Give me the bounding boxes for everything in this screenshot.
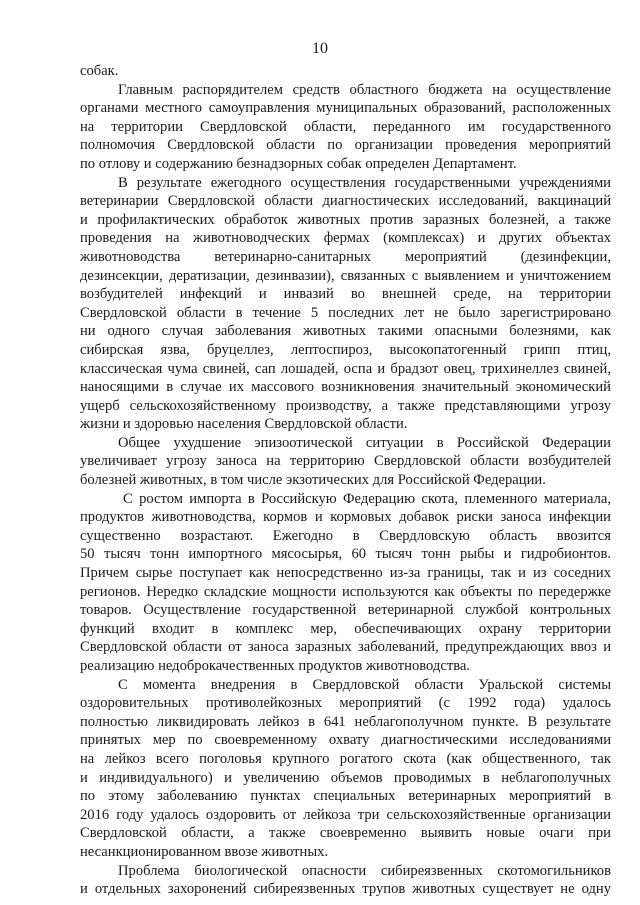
- text-line: [80, 824, 611, 843]
- text-line-content: наносящими в случае их массового возникновения значительный экономический: [80, 379, 611, 396]
- text-line: [80, 99, 611, 118]
- text-line: [80, 843, 611, 862]
- text-line: [80, 638, 611, 657]
- text-line-content: дезинсекции, дератизации, дезинвазии), связанных с выявлением и уничтожением: [80, 267, 611, 284]
- text-line: [80, 118, 611, 137]
- text-line-content: С ростом импорта в Российскую Федерацию скота, племенного материала,: [123, 490, 611, 507]
- text-line: [80, 545, 611, 564]
- text-line-content: принятых мер по своевременному охвату диагностическими исследованиями: [80, 732, 611, 749]
- text-line: [80, 583, 611, 602]
- text-line: [80, 620, 611, 639]
- text-line-content: В результате ежегодного осуществления государственными учреждениями: [118, 174, 611, 191]
- text-line: [80, 508, 611, 527]
- text-line: [80, 211, 611, 230]
- text-line: [80, 676, 611, 695]
- text-line-content: продуктов животноводства, кормов и кормовых добавок риски заноса инфекции: [80, 509, 611, 526]
- text-line-content: Свердловской области, а также своевременно выявить новые очаги при: [80, 825, 611, 842]
- text-line: [80, 62, 611, 81]
- text-line: [80, 731, 611, 750]
- text-line-content: Свердловской области в течение 5 последних лет не было зарегистрировано: [80, 304, 611, 321]
- text-line-content: ветеринарии Свердловской области диагностических исследований, вакцинаций: [80, 193, 611, 210]
- text-line-content: и профилактических обработок животных против заразных болезней, а также: [80, 211, 611, 228]
- text-line-content: Причем сырье поступает как непосредственно из-за границы, так и из соседних: [80, 565, 611, 582]
- text-line: [80, 471, 611, 490]
- text-line-content: оздоровительных противолейкозных мероприятий (с 1992 года) удалось: [80, 695, 611, 712]
- text-line-content: 2016 году удалось оздоровить от лейкоза три сельскохозяйственные организации: [80, 806, 611, 823]
- text-line: [80, 657, 611, 676]
- text-line: [80, 806, 611, 825]
- text-line-content: С момента внедрения в Свердловской области Уральской системы: [118, 676, 611, 693]
- text-line-content: ущерб сельскохозяйственному производству, а также представляющими угрозу: [80, 397, 611, 414]
- text-line: [80, 490, 611, 509]
- text-line-content: Главным распорядителем средств областного бюджета на осуществление: [118, 81, 611, 98]
- text-line: [80, 174, 611, 193]
- text-line: [80, 787, 611, 806]
- text-line-content: болезней животных, в том числе экзотических для Российской Федерации.: [80, 472, 546, 489]
- text-line-content: Общее ухудшение эпизоотической ситуации в Российской Федерации: [118, 434, 611, 451]
- text-line-content: Проблема биологической опасности сибиреязвенных скотомогильников: [118, 862, 611, 879]
- text-line-content: функций входит в комплекс мер, обеспечивающих охрану территории: [80, 620, 611, 637]
- text-line: [80, 341, 611, 360]
- text-line: [80, 229, 611, 248]
- text-line: [80, 248, 611, 267]
- text-line-content: увеличивает угрозу заноса на территорию Свердловской области возбудителей: [80, 453, 611, 470]
- text-line: [80, 750, 611, 769]
- text-line-content: на лейкоз всего поголовья крупного рогатого скота (как общественного, так: [80, 750, 611, 767]
- text-line-content: по отлову и содержанию безнадзорных собак определен Департамент.: [80, 155, 517, 172]
- text-line-content: регионов. Нередко складские мощности используются как объекты по передержке: [80, 583, 611, 600]
- text-line: [80, 285, 611, 304]
- text-line-content: Свердловской области от заноса заразных заболеваний, предупреждающих ввоз и: [80, 639, 611, 656]
- text-line-content: 50 тысяч тонн импортного мясосырья, 60 тысяч тонн рыбы и гидробионтов.: [80, 546, 611, 563]
- text-line-content: собак.: [80, 63, 119, 79]
- text-line-content: проведения на животноводческих фермах (комплексах) и других объектах: [80, 230, 611, 247]
- text-line-content: ни одного случая заболевания животных такими опасными болезнями, как: [80, 323, 611, 340]
- body-text: [80, 62, 611, 899]
- text-line: [80, 192, 611, 211]
- text-line: [80, 304, 611, 323]
- page-number: 10: [312, 40, 328, 57]
- text-line: [80, 378, 611, 397]
- text-line: [80, 527, 611, 546]
- text-line-content: по этому заболеванию пунктах специальных ветеринарных мероприятий в: [80, 788, 611, 805]
- text-line: [80, 601, 611, 620]
- text-line-content: и отдельных захоронений сибиреязвенных трупов животных существует не одну: [80, 881, 611, 898]
- text-line: [80, 452, 611, 471]
- text-line: [80, 434, 611, 453]
- text-line: [80, 769, 611, 788]
- text-line: [80, 155, 611, 174]
- text-line-content: реализацию недоброкачественных продуктов животноводства.: [80, 658, 471, 674]
- text-line: [80, 360, 611, 379]
- text-line-content: возбудителей инфекций и инвазий во внешней среде, на территории: [80, 286, 611, 303]
- text-line-content: классическая чума свиней, сап лошадей, оспа и брадзот овец, трихинеллез свиней,: [80, 360, 611, 377]
- text-line: [80, 397, 611, 416]
- text-line-content: на территории Свердловской области, переданного им государственного: [80, 118, 611, 135]
- text-line-content: существенно возрастают. Ежегодно в Свердловскую область ввозится: [80, 527, 611, 544]
- text-line: [80, 694, 611, 713]
- text-line: [80, 136, 611, 155]
- text-line: [80, 267, 611, 286]
- text-line: [80, 713, 611, 732]
- text-line: [80, 415, 611, 434]
- text-line-content: сибирская язва, бруцеллез, лептоспироз, высокопатогенный грипп птиц,: [80, 341, 611, 358]
- text-line-content: полностью ликвидировать лейкоз в 641 неблагополучном пункте. В результате: [80, 713, 611, 730]
- text-line: [80, 880, 611, 899]
- text-line-content: товаров. Осуществление государственной ветеринарной службой контрольных: [80, 602, 611, 619]
- text-line-content: жизни и здоровью населения Свердловской области.: [80, 416, 408, 433]
- text-line-content: полномочия Свердловской области по организации проведения мероприятий: [80, 137, 611, 154]
- text-line-content: животноводства ветеринарно-санитарных мероприятий (дезинфекции,: [80, 248, 611, 265]
- text-line: [80, 322, 611, 341]
- text-line: [80, 81, 611, 100]
- text-line: [80, 564, 611, 583]
- text-line-content: и индивидуального) и увеличению объемов проводимых в неблагополучных: [80, 769, 611, 786]
- text-line-content: органами местного самоуправления муниципальных образований, расположенных: [80, 100, 611, 117]
- text-line: [80, 862, 611, 881]
- text-line-content: несанкционированном ввозе животных.: [80, 843, 329, 860]
